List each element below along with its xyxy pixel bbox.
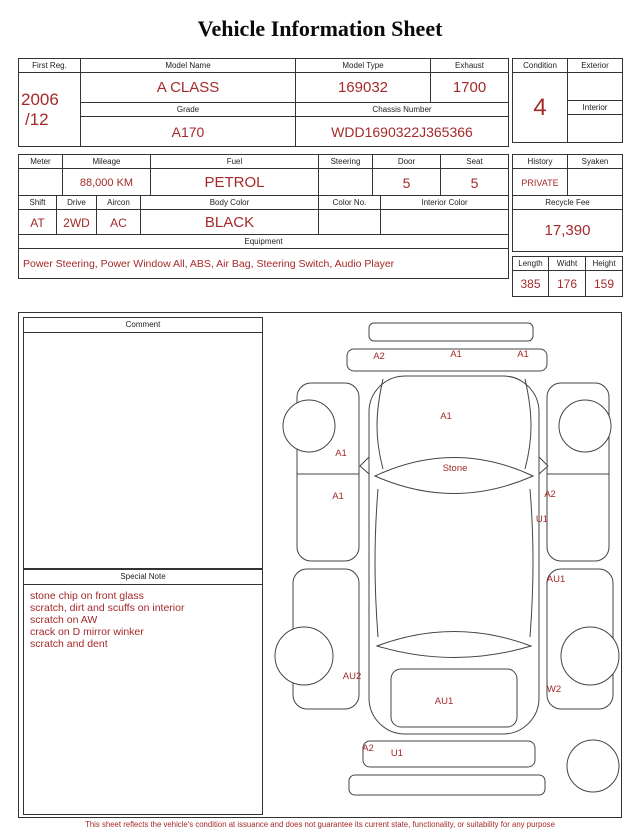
grade-value: A170	[81, 117, 296, 147]
meter-table	[18, 154, 509, 197]
dimensions-table	[512, 256, 623, 297]
interior-value	[568, 115, 623, 143]
page-title: Vehicle Information Sheet	[197, 16, 443, 41]
damage-mark: AU1	[546, 574, 566, 585]
equipment-value: Power Steering, Power Window All, ABS, Air Bag, Steering Switch, Audio Player	[19, 249, 509, 279]
seat-label: Seat	[441, 155, 509, 169]
grade-label: Grade	[81, 103, 296, 117]
damage-mark: A2	[373, 351, 385, 362]
interior-color-label: Interior Color	[381, 196, 509, 210]
special-note-line: scratch and dent	[30, 638, 108, 650]
width-value: 176	[549, 271, 586, 297]
width-label: Widht	[549, 257, 586, 271]
first-reg-label: First Reg.	[19, 59, 81, 73]
steering-value	[319, 169, 373, 197]
damage-mark: A1	[332, 491, 344, 502]
exhaust-label: Exhaust	[431, 59, 509, 73]
height-label: Height	[586, 257, 623, 271]
drive-label: Drive	[57, 196, 97, 210]
damage-mark: A1	[517, 349, 529, 360]
damage-mark: A1	[335, 448, 347, 459]
interior-color-value	[381, 210, 509, 236]
exhaust-value: 1700	[431, 73, 509, 103]
aircon-value: AC	[97, 210, 141, 236]
condition-value: 4	[513, 73, 568, 143]
comment-box	[23, 317, 263, 569]
model-name-value: A CLASS	[81, 73, 296, 103]
first-reg-month: /12	[25, 109, 49, 129]
fuel-value: PETROL	[151, 169, 319, 197]
history-label: History	[513, 155, 568, 169]
recycle-fee-value: 17,390	[513, 210, 623, 252]
length-value: 385	[513, 271, 549, 297]
model-name-label: Model Name	[81, 59, 296, 73]
body-color-value: BLACK	[141, 210, 319, 236]
meter-label: Meter	[19, 155, 63, 169]
body-color-label: Body Color	[141, 196, 319, 210]
drivetrain-table	[18, 195, 509, 236]
damage-mark: AU1	[434, 696, 454, 707]
equipment-label: Equipment	[19, 235, 509, 249]
history-value: PRIVATE	[513, 169, 568, 197]
special-note-box	[23, 569, 263, 815]
condition-report-box	[18, 312, 622, 818]
color-no-label: Color No.	[319, 196, 381, 210]
car-damage-diagram	[271, 319, 623, 813]
chassis-number-label: Chassis Number	[296, 103, 509, 117]
damage-marks-layer	[271, 319, 623, 813]
damage-mark: A2	[544, 489, 556, 500]
meter-value	[19, 169, 63, 197]
fuel-label: Fuel	[151, 155, 319, 169]
comment-label: Comment	[24, 318, 262, 333]
mileage-value: 88,000 KM	[63, 169, 151, 197]
height-value: 159	[586, 271, 623, 297]
recycle-fee-label: Recycle Fee	[513, 196, 623, 210]
shift-label: Shift	[19, 196, 57, 210]
special-note-line: stone chip on front glass	[30, 590, 144, 602]
exterior-label: Exterior	[568, 59, 623, 73]
model-type-label: Model Type	[296, 59, 431, 73]
door-label: Door	[373, 155, 441, 169]
exterior-value	[568, 73, 623, 101]
first-reg-year: 2006	[21, 89, 59, 109]
recycle-fee-table	[512, 195, 623, 252]
shift-value: AT	[19, 210, 57, 236]
steering-label: Steering	[319, 155, 373, 169]
damage-mark: U1	[535, 514, 549, 525]
seat-value: 5	[441, 169, 509, 197]
damage-mark: A1	[450, 349, 462, 360]
special-note-label: Special Note	[24, 570, 262, 585]
registration-table	[18, 58, 509, 147]
condition-table	[512, 58, 623, 143]
length-label: Length	[513, 257, 549, 271]
disclaimer-text: This sheet reflects the vehicle's condition at issuance and does not guarantee its current state, functionality, or suitability for any purpose	[85, 820, 555, 829]
first-reg-value	[19, 73, 81, 147]
mileage-label: Mileage	[63, 155, 151, 169]
aircon-label: Aircon	[97, 196, 141, 210]
damage-mark: W2	[546, 684, 562, 695]
condition-label: Condition	[513, 59, 568, 73]
damage-mark: Stone	[442, 463, 468, 474]
syaken-value	[568, 169, 623, 197]
special-note-line: crack on D mirror winker	[30, 626, 144, 638]
equipment-table	[18, 234, 509, 279]
damage-mark: A2	[362, 743, 374, 754]
special-note-line: scratch, dirt and scuffs on interior	[30, 602, 185, 614]
damage-mark: U1	[390, 748, 404, 759]
model-type-value: 169032	[296, 73, 431, 103]
chassis-number-value: WDD1690322J365366	[296, 117, 509, 147]
drive-value: 2WD	[57, 210, 97, 236]
damage-mark: AU2	[342, 671, 362, 682]
color-no-value	[319, 210, 381, 236]
damage-mark: A1	[440, 411, 452, 422]
door-value: 5	[373, 169, 441, 197]
interior-label: Interior	[568, 101, 623, 115]
syaken-label: Syaken	[568, 155, 623, 169]
history-table	[512, 154, 623, 197]
special-note-line: scratch on AW	[30, 614, 98, 626]
special-note-lines	[24, 585, 262, 655]
